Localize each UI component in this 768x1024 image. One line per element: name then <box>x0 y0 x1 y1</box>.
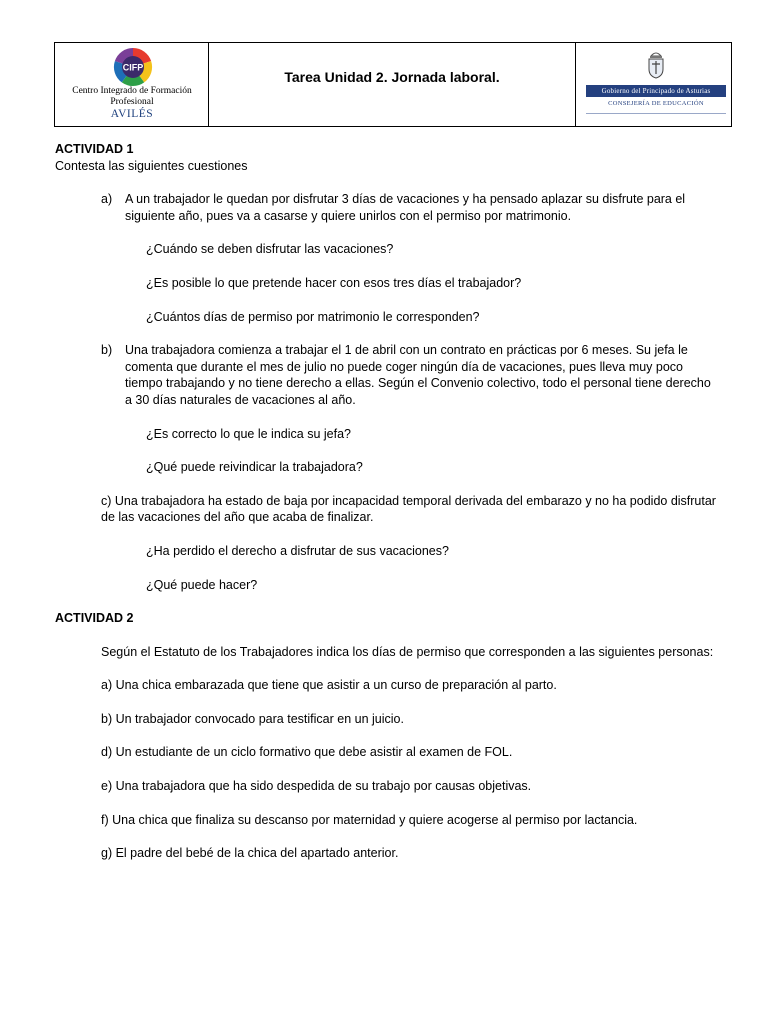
list-item-b <box>55 342 720 408</box>
question-c1: ¿Ha perdido el derecho a disfrutar de sus vacaciones? <box>146 543 449 558</box>
activity2-item: a) Una chica embarazada que tiene que asistir a un curso de preparación al parto. <box>101 678 557 693</box>
document-header <box>54 42 732 127</box>
activity2-item: d) Un estudiante de un ciclo formativo que debe asistir al examen de FOL. <box>101 745 513 760</box>
list-label-a: a) <box>101 192 113 207</box>
divider <box>586 113 726 114</box>
government-logo-cell <box>576 43 731 126</box>
question-b1: ¿Es correcto lo que le indica su jefa? <box>146 426 351 441</box>
activity2-heading: ACTIVIDAD 2 <box>55 611 134 626</box>
document-body <box>55 141 720 862</box>
title-cell <box>209 43 576 126</box>
government-department: CONSEJERÍA DE EDUCACIÓN <box>608 100 704 107</box>
activity1-intro: Contesta las siguientes cuestiones <box>55 158 248 173</box>
question-b2: ¿Qué puede reivindicar la trabajadora? <box>146 460 363 475</box>
school-city: AVILÉS <box>110 108 154 120</box>
school-name <box>55 86 209 120</box>
logo-text: CIFP <box>122 62 144 73</box>
list-label-b: b) <box>101 343 113 358</box>
asturias-crest-icon <box>646 49 666 79</box>
list-text-b: Una trabajadora comienza a trabajar el 1 de abril con un contrato en prácticas por 6 meses. Su jefa le comenta que durante el mes de julio no puede coger ningún día de vacaciones, pues lleva muy poco tiempo trabajando y no tiene derecho a ellas. Según el Convenio colectivo, todo el personal tiene derecho a 30 días naturales de vacaciones al año. <box>125 343 711 407</box>
cifp-logo-icon <box>113 47 153 87</box>
school-name-line1: Centro Integrado de Formación <box>72 86 192 96</box>
question-a1: ¿Cuándo se deben disfrutar las vacaciones? <box>146 242 394 257</box>
list-text-a: A un trabajador le quedan por disfrutar 3 días de vacaciones y ha pensado aplazar su disfrute para el siguiente año, pues va a casarse y quiere unirlos con el permiso por matrimonio. <box>125 192 686 223</box>
government-name: Gobierno del Principado de Asturias <box>586 85 726 97</box>
activity2-item: g) El padre del bebé de la chica del apartado anterior. <box>101 846 399 861</box>
school-logo-cell <box>55 43 209 126</box>
list-item-c: c) Una trabajadora ha estado de baja por incapacidad temporal derivada del embarazo y no ha podido disfrutar de las vacaciones del año que acaba de finalizar. <box>101 493 716 525</box>
activity2-item: b) Un trabajador convocado para testificar en un juicio. <box>101 711 404 726</box>
school-name-line2: Profesional <box>110 97 154 107</box>
activity1-heading: ACTIVIDAD 1 <box>55 142 134 156</box>
list-item-a <box>55 191 720 224</box>
question-a2: ¿Es posible lo que pretende hacer con esos tres días el trabajador? <box>146 275 522 290</box>
question-c2: ¿Qué puede hacer? <box>146 577 258 592</box>
document-title: Tarea Unidad 2. Jornada laboral. <box>284 69 500 85</box>
activity2-item: f) Una chica que finaliza su descanso por maternidad y quiere acogerse al permiso por lactancia. <box>101 812 638 827</box>
activity2-item: e) Una trabajadora que ha sido despedida de su trabajo por causas objetivas. <box>101 779 532 794</box>
activity2-intro: Según el Estatuto de los Trabajadores indica los días de permiso que corresponden a las siguientes personas: <box>101 644 714 659</box>
question-a3: ¿Cuántos días de permiso por matrimonio le corresponden? <box>146 309 480 324</box>
